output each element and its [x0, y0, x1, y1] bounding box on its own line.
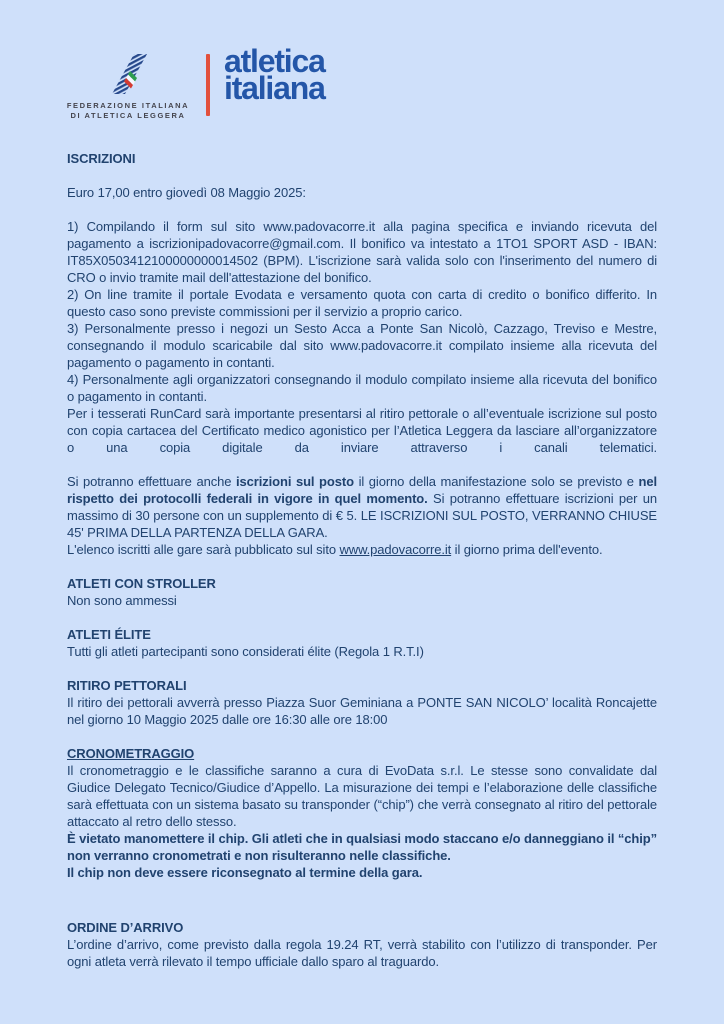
fidal-logo-block: [66, 52, 190, 120]
wordmark-line1: atletica: [224, 43, 325, 79]
atletica-italiana-wordmark: [224, 43, 325, 106]
paragraph-item-1: 1) Compilando il form sul sito www.padovacorre.it alla pagina specifica e inviando ricevuta del pagamento a iscrizionipadovacorre@gmail.com. Il bonifico va intestato a 1TO1 SPORT ASD - IBAN: IT85X0503412100000000014502 (BPM). L'iscrizione sarà valida solo con l'inserimento del numero di CRO o invio tramite mail dell'attestazione del bonifico.: [67, 219, 657, 285]
paragraph-onsite-registration: [67, 473, 657, 541]
list-published-text-1: L'elenco iscritti alle gare sarà pubblicato sul sito: [67, 542, 340, 557]
section-heading-stroller: ATLETI CON STROLLER: [67, 576, 216, 591]
logo-divider: [206, 54, 210, 116]
section-heading-elite: ATLETI ÉLITE: [67, 627, 151, 642]
paragraph-stroller: Non sono ammessi: [67, 593, 177, 608]
onsite-text-1: Si potranno effettuare anche: [67, 474, 236, 489]
paragraph-item-2: 2) On line tramite il portale Evodata e versamento quota con carta di credito o bonifico differito. In questo caso sono previste commissioni per il servizio a proprio carico.: [67, 287, 657, 319]
onsite-bold-2: nel rispetto dei protocolli federali in vigore in quel momento.: [67, 474, 657, 506]
federation-name-line1: FEDERAZIONE ITALIANA: [66, 101, 190, 110]
wordmark-line2: italiana: [224, 70, 325, 106]
paragraph-elite: Tutti gli atleti partecipanti sono considerati élite (Regola 1 R.T.I): [67, 644, 424, 659]
onsite-text-3: Si potranno effettuare iscrizioni per un massimo di 30 persone con un supplemento di € 5. LE ISCRIZIONI SUL POSTO, VERRANNO CHIUSE 45' PRIMA DELLA PARTENZA DELLA GARA.: [67, 491, 658, 540]
paragraph-item-4: 4) Personalmente agli organizzatori consegnando il modulo compilato insieme alla ricevuta del bonifico o pagamento in contanti.: [67, 372, 657, 404]
fidal-logo-icon: [99, 52, 157, 96]
paragraph-chip-warning: È vietato manomettere il chip. Gli atleti che in qualsiasi modo staccano e/o danneggiano il “chip” non verranno cronometrati e non risulteranno nelle classifiche.: [67, 831, 657, 863]
paragraph-fee: Euro 17,00 entro giovedì 08 Maggio 2025:: [67, 185, 306, 200]
paragraph-ordine-arrivo: L’ordine d’arrivo, come previsto dalla regola 19.24 RT, verrà stabilito con l’utilizzo di transponder. Per ogni atleta verrà rilevato il tempo ufficiale dallo sparo al traguardo.: [67, 937, 657, 969]
header-logo: [66, 43, 325, 120]
paragraph-pettorali: Il ritiro dei pettorali avverrà presso Piazza Suor Geminiana a PONTE SAN NICOLO’ località Roncajette nel giorno 10 Maggio 2025 dalle ore 16:30 alle ore 18:00: [67, 695, 657, 727]
onsite-bold-1: iscrizioni sul posto: [235, 474, 354, 489]
section-heading-pettorali: RITIRO PETTORALI: [67, 678, 187, 693]
section-heading-ordine-arrivo: ORDINE D’ARRIVO: [67, 920, 184, 935]
padovacorre-link[interactable]: www.padovacorre.it: [339, 542, 452, 557]
section-heading-cronometraggio: CRONOMETRAGGIO: [67, 746, 195, 761]
paragraph-chip-return: Il chip non deve essere riconsegnato al termine della gara.: [67, 865, 423, 880]
paragraph-runcard: Per i tesserati RunCard sarà importante presentarsi al ritiro pettorale o all’eventuale iscrizione sul posto con copia cartacea del Certificato medico agonistico per l’Atletica Leggera da lasciare all’organizzatore o una copia digitale da inviare attraverso i canali telematici.: [67, 406, 657, 455]
list-published-text-2: il giorno prima dell'evento.: [451, 542, 603, 557]
onsite-text-2: il giorno della manifestazione solo se previsto e: [353, 474, 639, 489]
section-heading-iscrizioni: ISCRIZIONI: [67, 151, 136, 166]
document-body: [0, 150, 724, 970]
paragraph-list-published: [67, 541, 657, 558]
paragraph-cronometraggio: Il cronometraggio e le classifiche saranno a cura di EvoData s.r.l. Le stesse sono convalidate dal Giudice Delegato Tecnico/Giudice d’Appello. La misurazione dei tempi e l’elaborazione delle classifiche sarà effettuata con un sistema basato su transponder (“chip”) che verrà consegnato al ritiro del pettorale attaccato al retro dello stesso.: [67, 763, 657, 829]
paragraph-item-3: 3) Personalmente presso i negozi un Sesto Acca a Ponte San Nicolò, Cazzago, Treviso e Mestre, consegnando il modulo scaricabile dal sito www.padovacorre.it compilato insieme alla ricevuta del pagamento o pagamento in contanti.: [67, 321, 657, 370]
federation-name-line2: DI ATLETICA LEGGERA: [70, 110, 186, 120]
